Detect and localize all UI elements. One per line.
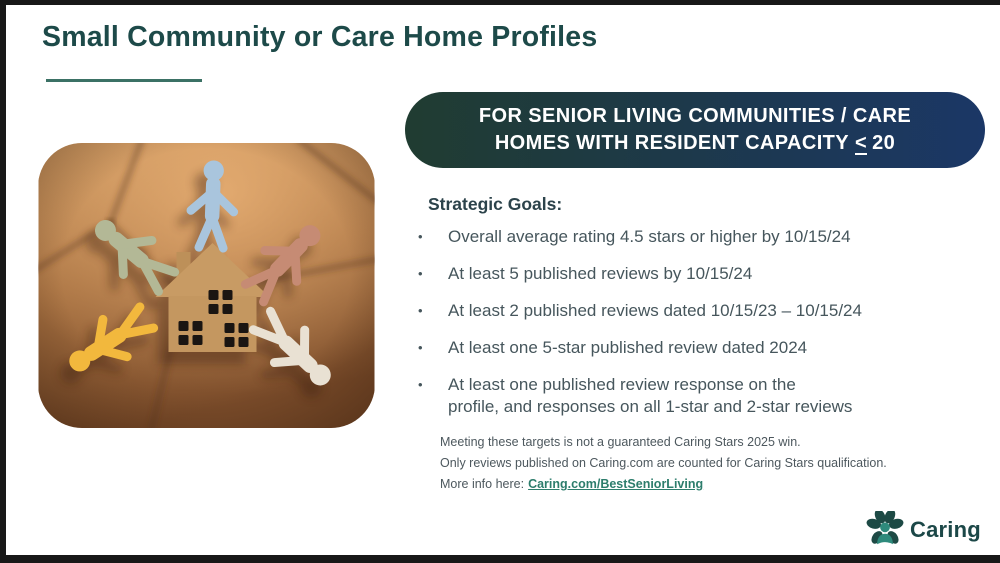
bullet-marker: • [418,377,423,392]
disclaimer-line-1: Meeting these targets is not a guaranteed Caring Stars 2025 win. [440,435,801,449]
goal-item [418,226,990,248]
goal-text: At least 5 published reviews by 10/15/24 [448,264,753,283]
bullet-marker: • [418,229,423,244]
bullet-marker: • [418,303,423,318]
goals-list [418,226,990,433]
goal-item [418,374,990,418]
slide [6,5,1000,555]
disclaimer-block [440,432,887,495]
goal-text: Overall average rating 4.5 stars or higher by 10/15/24 [448,227,851,246]
caring-logo [866,511,981,549]
banner-line2: HOMES WITH RESIDENT CAPACITY < 20 [494,132,896,154]
caring-flower-icon [866,511,904,549]
photo-scene-graphic [38,143,375,428]
disclaimer-line-2: Only reviews published on Caring.com are counted for Caring Stars qualification. [440,456,887,470]
less-than-or-equal-symbol: < [855,132,868,154]
capacity-banner [405,92,985,168]
goals-heading: Strategic Goals: [428,194,563,214]
title-underline [46,79,202,82]
slide-title: Small Community or Care Home Profiles [42,21,598,53]
community-figures-photo [38,143,375,428]
bullet-marker: • [418,340,423,355]
more-info-line: More info here: Caring.com/BestSeniorLiving [440,477,704,491]
goal-text: At least 2 published reviews dated 10/15/23 – 10/15/24 [448,301,862,320]
caring-logo-text: Caring [910,517,981,542]
goal-item [418,300,990,322]
best-senior-living-link[interactable]: Caring.com/BestSeniorLiving [528,477,704,491]
goal-item [418,337,990,359]
goal-item [418,263,990,285]
bullet-marker: • [418,266,423,281]
capacity-number: 20 [872,132,896,154]
banner-line1: FOR SENIOR LIVING COMMUNITIES / CARE [478,105,912,127]
goal-text: At least one published review response on the profile, and responses on all 1-star and 2-star reviews [448,375,853,416]
goal-text: At least one 5-star published review dated 2024 [448,338,808,357]
